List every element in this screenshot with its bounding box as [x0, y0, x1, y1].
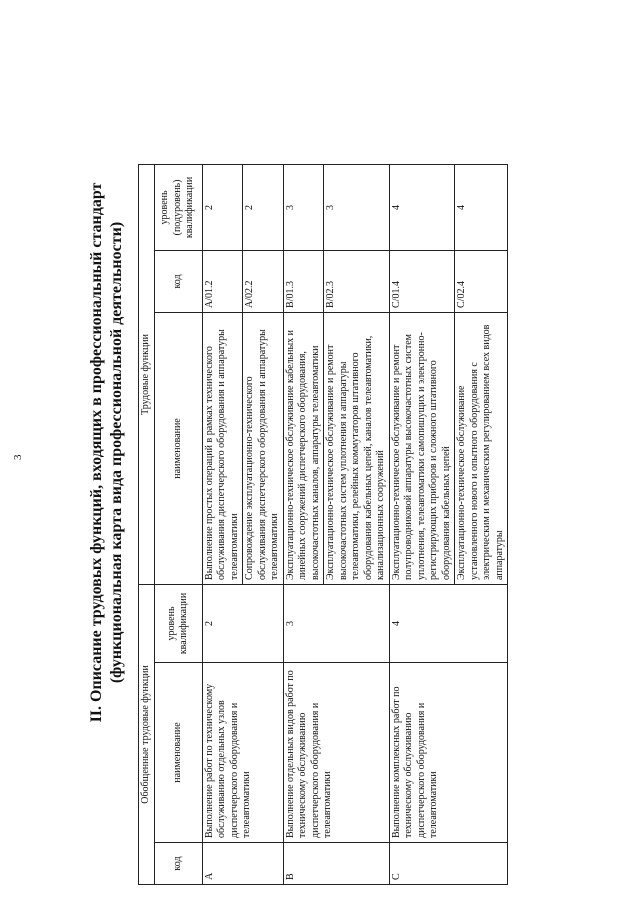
func-name: Эксплуатационно-техническое обслуживание и ремонт полупроводниковой аппаратуры высокочастотных систем уплотнения, телеавтоматики самопишущих и электронно-регистрирующих приборов и сложного штативного оборудования кабельных цепей	[389, 312, 455, 584]
func-level: 4	[455, 164, 508, 250]
func-level: 4	[389, 164, 455, 250]
section-subtitle: (функциональная карта вида профессиональной деятельности)	[108, 221, 125, 684]
func-level: 3	[283, 164, 324, 250]
gen-name: Выполнение отдельных видов работ по техническому обслуживанию диспетчерского оборудования и телеавтоматики	[283, 663, 389, 843]
header-generalized: Обобщенные трудовые функции	[139, 584, 155, 884]
func-name: Выполнение простых операций в рамках технического обслуживания диспетчерского оборудования и аппаратуры телеавтоматики	[202, 312, 243, 584]
header-labor: Трудовые функции	[139, 164, 155, 584]
func-code: B/01.3	[283, 250, 324, 312]
table-row	[283, 164, 324, 884]
gen-code: C	[389, 843, 508, 885]
func-code: A/02.2	[243, 250, 284, 312]
header-code2: код	[154, 250, 202, 312]
func-level: 2	[243, 164, 284, 250]
header-name: наименование	[154, 663, 202, 843]
gen-code: A	[202, 843, 283, 885]
func-name: Эксплуатационно-техническое обслуживание кабельных и линейных сооружений диспетчерского оборудования, высокочастотных каналов, аппаратуры телеавтоматики	[283, 312, 324, 584]
section-title: II. Описание трудовых функций, входящих в профессиональный стандарт	[88, 182, 105, 723]
gen-level: 3	[283, 584, 389, 662]
func-code: A/01.2	[202, 250, 243, 312]
gen-level: 2	[202, 584, 283, 662]
func-level: 2	[202, 164, 243, 250]
gen-name: Выполнение работ по техническому обслуживанию отдельных узлов диспетчерского оборудования и телеавтоматики	[202, 663, 283, 843]
functional-map-table	[138, 164, 508, 885]
header-level: уровень квалификации	[154, 584, 202, 662]
header-code: код	[154, 843, 202, 885]
func-name: Сопровождение эксплуатационно-технического обслуживания диспетчерского оборудования и аппаратуры телеавтоматики	[243, 312, 284, 584]
gen-code: B	[283, 843, 389, 885]
func-level: 3	[324, 164, 390, 250]
func-code: C/02.4	[455, 250, 508, 312]
header-sublevel: уровень (подуровень) квалификации	[154, 164, 202, 250]
func-name: Эксплуатационно-техническое обслуживание и ремонт высокочастотных систем уплотнения и аппаратуры телеавтоматики, релейных коммутаторов штативного оборудования кабельных цепей, каналов телеавтоматики, канализационных сооружений	[324, 312, 390, 584]
func-code: C/01.4	[389, 250, 455, 312]
gen-name: Выполнение комплексных работ по техническому обслуживанию диспетчерского оборудования и телеавтоматики	[389, 663, 508, 843]
func-code: B/02.3	[324, 250, 390, 312]
table-row	[389, 164, 455, 884]
table-row	[202, 164, 243, 884]
gen-level: 4	[389, 584, 508, 662]
func-name: Эксплуатационно-техническое обслуживание установленного нового и опытного оборудования с электрическим и механическим регулированием всех видов аппаратуры	[455, 312, 508, 584]
header-name2: наименование	[154, 312, 202, 584]
page-number: 3	[12, 454, 24, 460]
